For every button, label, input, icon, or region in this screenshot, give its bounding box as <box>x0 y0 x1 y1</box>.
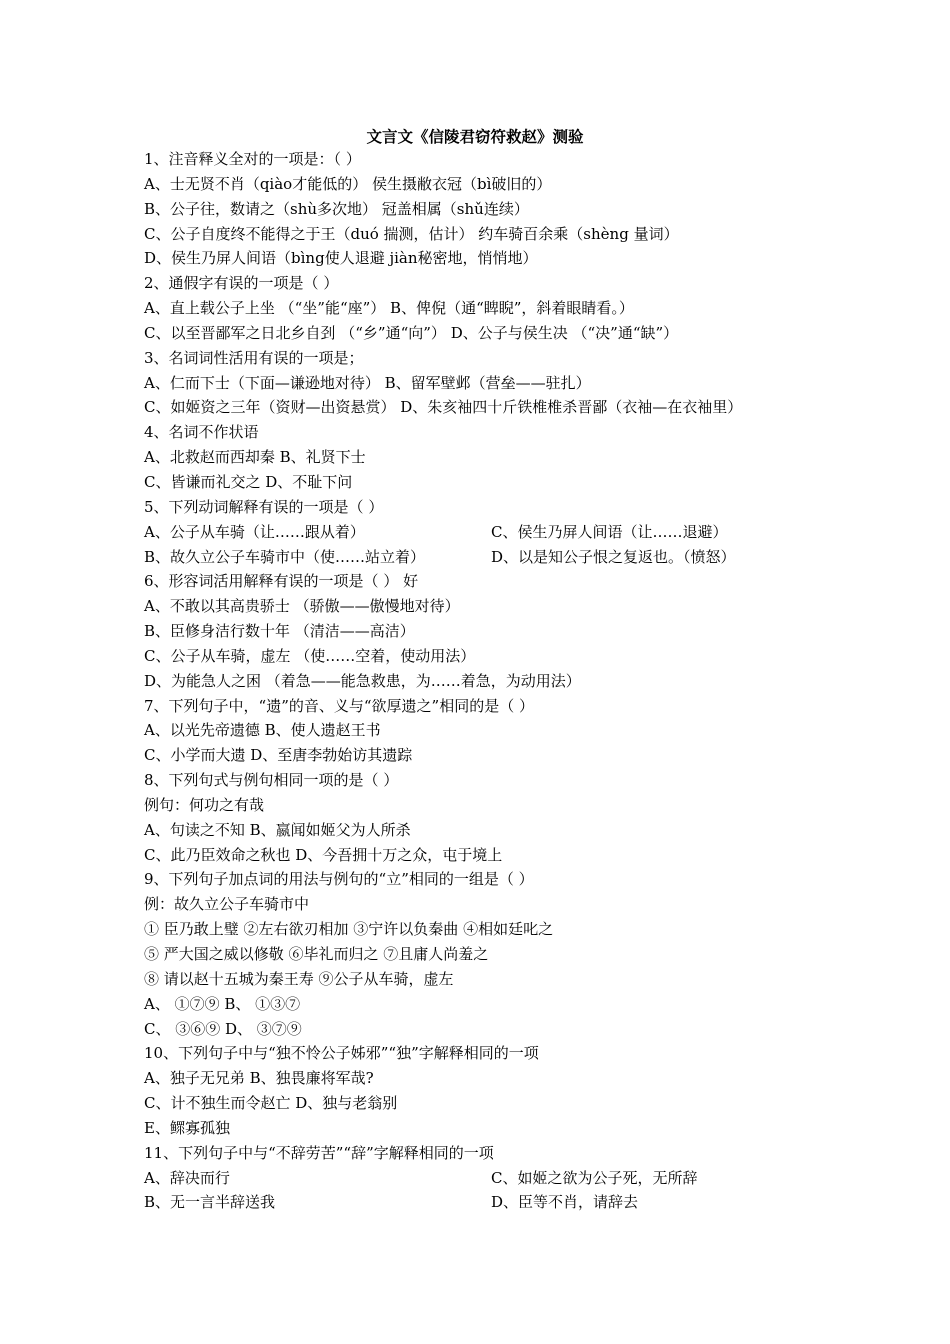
text-line <box>144 1116 864 1141</box>
text-line <box>144 1066 864 1091</box>
line-text: 2、通假字有误的一项是（ ） <box>144 274 339 293</box>
text-line <box>144 594 864 619</box>
text-line <box>144 619 864 644</box>
line-text: 8、下列句式与例句相同一项的是（ ） <box>144 771 399 790</box>
text-line <box>144 147 864 172</box>
line-text: C、皆谦而礼交之 D、不耻下问 <box>144 472 353 491</box>
line-text: A、公子从车骑（让……跟从着） <box>144 522 365 541</box>
line-text: B、臣修身洁行数十年 （清洁——高洁） <box>144 622 415 641</box>
text-line <box>144 545 864 570</box>
line-text: C、以至晋鄙军之日北乡自刭 （“乡”通“向”） D、公子与侯生决 （“决”通“缺”） <box>144 323 679 342</box>
line-text: A、直上载公子上坐 （“坐”能“座”） B、俾倪（通“睥睨”，斜着眼睛看。） <box>144 299 634 318</box>
text-line <box>144 321 864 346</box>
text-line <box>144 246 864 271</box>
line-text-right-column: D、以是知公子恨之复返也。（愤怒） <box>491 547 736 566</box>
line-text: ⑤ 严大国之威以修敬 ⑥毕礼而归之 ⑦且庸人尚羞之 <box>144 945 489 963</box>
line-text: C、计不独生而令赵亡 D、独与老翁别 <box>144 1094 398 1113</box>
text-line <box>144 768 864 793</box>
line-text: A、仁而下士（下面—谦逊地对待） B、留军壁邺（营垒——驻扎） <box>144 373 591 392</box>
text-line <box>144 1017 864 1042</box>
line-text: 7、下列句子中，“遗”的音、义与“欲厚遗之”相同的是（ ） <box>144 696 534 715</box>
text-line <box>144 818 864 843</box>
document-title: 文言文《信陵君窃符救赵》测验 <box>366 127 584 146</box>
line-text: C、公子自度终不能得之于王（duó 揣测，估计） 约车骑百余乘（shèng 量词） <box>144 224 679 243</box>
text-line <box>144 743 864 768</box>
text-line <box>144 197 864 222</box>
line-text: A、 ①⑦⑨ B、 ①③⑦ <box>144 994 301 1013</box>
text-line <box>144 470 864 495</box>
line-text: 1、注音释义全对的一项是：（ ） <box>144 150 361 168</box>
text-line <box>144 1166 864 1191</box>
text-line <box>144 445 864 470</box>
line-text: B、故久立公子车骑市中（使……站立着） <box>144 547 426 566</box>
text-line <box>144 793 864 818</box>
text-line <box>144 395 864 420</box>
text-line <box>144 495 864 520</box>
text-line <box>144 569 864 594</box>
text-line <box>144 296 864 321</box>
text-line <box>144 172 864 197</box>
line-text: 例句：何功之有哉 <box>144 795 265 814</box>
text-line <box>144 420 864 445</box>
line-text: A、以光先帝遗德 B、使人遗赵王书 <box>144 721 381 740</box>
text-line <box>144 371 864 396</box>
text-line <box>144 992 864 1017</box>
text-line <box>144 718 864 743</box>
line-text: C、此乃臣效命之秋也 D、今吾拥十万之众，屯于境上 <box>144 845 503 864</box>
text-line <box>144 1190 864 1215</box>
line-text: C、 ③⑥⑨ D、 ③⑦⑨ <box>144 1019 302 1038</box>
line-text: E、鳏寡孤独 <box>144 1118 230 1137</box>
text-line <box>144 917 864 942</box>
text-line <box>144 644 864 669</box>
line-text: A、独子无兄弟 B、独畏廉将军哉? <box>144 1069 374 1088</box>
text-line <box>144 694 864 719</box>
line-text: 9、下列句子加点词的用法与例句的“立”相同的一组是（ ） <box>144 870 534 889</box>
line-text: 例：故久立公子车骑市中 <box>144 895 310 914</box>
text-line <box>144 843 864 868</box>
line-text: C、公子从车骑，虚左 （使……空着，使动用法） <box>144 646 476 665</box>
line-text: A、句读之不知 B、嬴闻如姬父为人所杀 <box>144 820 411 839</box>
text-line <box>144 1091 864 1116</box>
line-text: A、辞决而行 <box>144 1168 230 1187</box>
line-text: C、如姬资之三年（资财—出资悬赏） D、朱亥袖四十斤铁椎椎杀晋鄙（衣袖—在衣袖里） <box>144 398 743 417</box>
line-text: ① 臣乃敢上璧 ②左右欲刃相加 ③宁许以负秦曲 ④相如廷叱之 <box>144 920 554 939</box>
line-text: A、不敢以其高贵骄士 （骄傲——傲慢地对待） <box>144 597 460 616</box>
text-line <box>144 1141 864 1166</box>
line-text: 5、下列动词解释有误的一项是（ ） <box>144 497 384 516</box>
line-text: B、公子往，数请之（shù多次地） 冠盖相属（shǔ连续） <box>144 199 529 218</box>
text-line <box>144 520 864 545</box>
line-text: C、小学而大遗 D、至唐李勃始访其遗踪 <box>144 746 413 765</box>
text-line <box>144 892 864 917</box>
line-text: A、士无贤不肖（qiào才能低的） 侯生摄敝衣冠（bì破旧的） <box>144 174 552 193</box>
line-text-right-column: D、臣等不肖，请辞去 <box>491 1193 639 1212</box>
text-line <box>144 271 864 296</box>
text-line <box>144 1041 864 1066</box>
text-line <box>144 669 864 694</box>
line-text: D、为能急人之困 （着急——能急救患，为……着急，为动用法） <box>144 671 581 690</box>
text-line <box>144 867 864 892</box>
text-line <box>144 222 864 247</box>
document-body <box>144 147 864 1215</box>
line-text: ⑧ 请以赵十五城为秦王寿 ⑨公子从车骑，虚左 <box>144 969 454 988</box>
line-text: B、无一言半辞送我 <box>144 1193 276 1212</box>
line-text: A、北救赵而西却秦 B、礼贤下士 <box>144 448 366 467</box>
text-line <box>144 942 864 967</box>
line-text: 11、下列句子中与“不辞劳苦”“辞”字解释相同的一项 <box>144 1143 494 1162</box>
line-text: 4、名词不作状语 <box>144 423 259 442</box>
line-text: 6、形容词活用解释有误的一项是（ ） 好 <box>144 572 419 591</box>
line-text: 10、下列句子中与“独不怜公子姊邪”“独”字解释相同的一项 <box>144 1044 539 1063</box>
line-text: 3、名词词性活用有误的一项是； <box>144 348 364 367</box>
text-line <box>144 967 864 992</box>
line-text: D、侯生乃屏人间语（bìng使人退避 jiàn秘密地，悄悄地） <box>144 249 538 268</box>
line-text-right-column: C、侯生乃屏人间语（让……退避） <box>491 522 728 541</box>
line-text-right-column: C、如姬之欲为公子死，无所辞 <box>491 1168 698 1187</box>
text-line <box>144 346 864 371</box>
